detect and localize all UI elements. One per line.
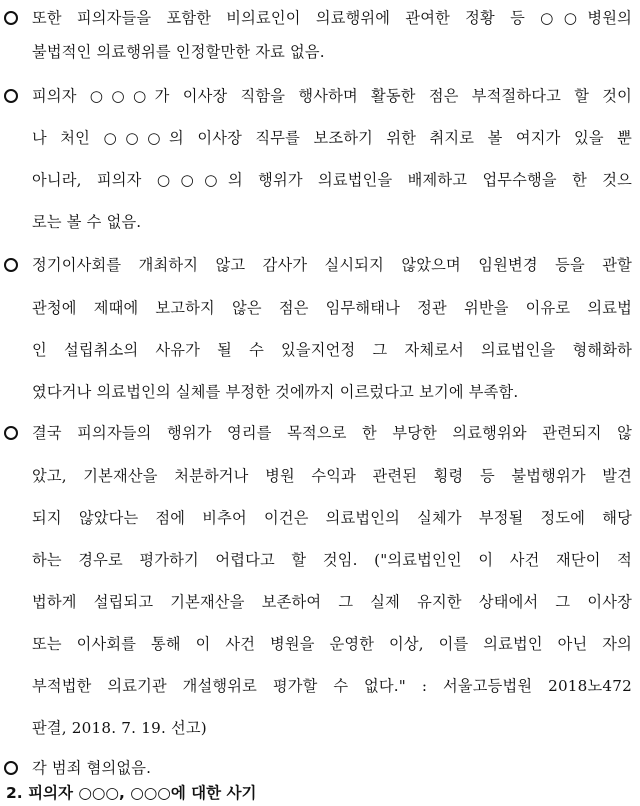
- hollow-circle-bullet-icon: [4, 426, 18, 440]
- section-heading: 2. 피의자 ○○○, ○○○에 대한 사기: [6, 784, 257, 802]
- text-line: 았고, 기본재산을 처분하거나 병원 수익과 관련된 횡령 등 불법행위가 발견: [32, 467, 632, 485]
- text-line: 되지 않았다는 점에 비추어 이건은 의료법인의 실체가 부정될 정도에 해당: [32, 509, 632, 527]
- text-line: 아니라, 피의자 ○○○의 행위가 의료법인을 배제하고 업무수행을 한 것으: [32, 171, 632, 189]
- text-line: 였다거나 의료법인의 실체를 부정한 것에까지 이르렀다고 보기에 부족함.: [32, 383, 519, 401]
- text-line: 관청에 제때에 보고하지 않은 점은 임무해태나 정관 위반을 이유로 의료법: [32, 299, 632, 317]
- text-line: 판결, 2018. 7. 19. 선고): [32, 719, 207, 737]
- hollow-circle-bullet-icon: [4, 258, 18, 272]
- text-line: 법하게 설립되고 기본재산을 보존하여 그 실제 유지한 상태에서 그 이사장: [32, 593, 632, 611]
- text-line: 하는 경우로 평가하기 어렵다고 할 것임. ("의료법인인 이 사건 재단이 적: [32, 551, 632, 569]
- text-line: 로는 볼 수 없음.: [32, 213, 142, 231]
- text-line: 정기이사회를 개최하지 않고 감사가 실시되지 않았으며 임원변경 등을 관할: [32, 256, 632, 274]
- hollow-circle-bullet-icon: [4, 761, 18, 775]
- text-line: 나 처인 ○○○의 이사장 직무를 보조하기 위한 취지로 볼 여지가 있을 뿐: [32, 129, 632, 147]
- hollow-circle-bullet-icon: [4, 11, 18, 25]
- text-line: 부적법한 의료기관 개설행위로 평가할 수 없다." : 서울고등법원 2018노472: [32, 677, 632, 695]
- text-line: 피의자 ○○○가 이사장 직함을 행사하며 활동한 점은 부적절하다고 할 것이: [32, 87, 632, 105]
- text-line: 불법적인 의료행위를 인정할만한 자료 없음.: [32, 43, 325, 61]
- hollow-circle-bullet-icon: [4, 89, 18, 103]
- text-line: 결국 피의자들의 행위가 영리를 목적으로 한 부당한 의료행위와 관련되지 않: [32, 424, 632, 442]
- text-line: 각 범죄 혐의없음.: [32, 759, 152, 777]
- text-line: 또한 피의자들을 포함한 비의료인이 의료행위에 관여한 정황 등 ○○병원의: [32, 9, 632, 27]
- text-line: 인 설립취소의 사유가 될 수 있을지언정 그 자체로서 의료법인을 형해화하: [32, 341, 632, 359]
- text-line: 또는 이사회를 통해 이 사건 병원을 운영한 이상, 이를 의료법인 아닌 자의: [32, 635, 632, 653]
